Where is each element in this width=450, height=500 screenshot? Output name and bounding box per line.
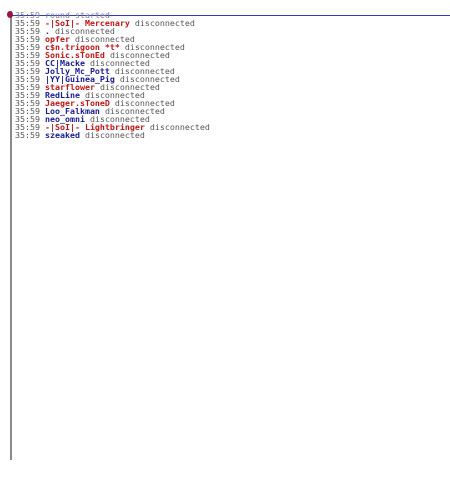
timestamp: 35:59 (15, 10, 40, 20)
event-text: disconnected (114, 66, 175, 76)
log-entry (15, 131, 210, 139)
player-name: opfer (44, 34, 70, 44)
player-name: Loo_Falkman (44, 106, 100, 116)
player-name: . (44, 26, 50, 36)
timestamp: 35:59 (15, 90, 40, 100)
event-text: disconnected (99, 82, 160, 92)
event-text: disconnected (149, 122, 210, 132)
event-text: disconnected (104, 106, 165, 116)
timestamp: 35:59 (15, 106, 40, 116)
player-name: c$n.trigoon *t* (44, 42, 120, 52)
player-name: Sonic.sTonEd (44, 50, 105, 60)
event-text: round started (44, 10, 110, 20)
player-name: -|SoI|- Mercenary (44, 18, 130, 28)
player-name: |YY|Guinea_Pig (44, 74, 115, 84)
timestamp: 35:59 (15, 122, 40, 132)
player-name: CC|Macke (44, 58, 85, 68)
event-text: disconnected (89, 58, 150, 68)
round-start-marker (7, 11, 13, 18)
timestamp: 35:59 (15, 50, 40, 60)
timestamp: 35:59 (15, 26, 40, 36)
timestamp: 35:59 (15, 42, 40, 52)
timeline-axis (10, 11, 12, 460)
player-name: Jolly_Mc_Pott (44, 66, 110, 76)
player-name: Jaeger.sToneD (44, 98, 110, 108)
event-log (15, 11, 210, 139)
timestamp: 35:59 (15, 82, 40, 92)
player-name: starflower (44, 82, 95, 92)
event-text: disconnected (74, 34, 135, 44)
timestamp: 35:59 (15, 114, 40, 124)
player-name: RedLine (44, 90, 80, 100)
timestamp: 35:59 (15, 74, 40, 84)
event-text: disconnected (84, 90, 145, 100)
timestamp: 35:59 (15, 34, 40, 44)
timestamp: 35:59 (15, 58, 40, 68)
event-text: disconnected (124, 42, 185, 52)
timestamp: 35:59 (15, 66, 40, 76)
event-text: disconnected (54, 26, 115, 36)
event-text: disconnected (114, 98, 175, 108)
player-name: -|SoI|- Lightbringer (44, 122, 145, 132)
event-text: disconnected (89, 114, 150, 124)
event-text: disconnected (119, 74, 180, 84)
player-name: szeaked (44, 130, 80, 140)
player-name: neo_omni (44, 114, 85, 124)
event-text: disconnected (109, 50, 170, 60)
event-text: disconnected (84, 130, 145, 140)
event-text: disconnected (134, 18, 195, 28)
timestamp: 35:59 (15, 18, 40, 28)
timestamp: 35:59 (15, 130, 40, 140)
timestamp: 35:59 (15, 98, 40, 108)
